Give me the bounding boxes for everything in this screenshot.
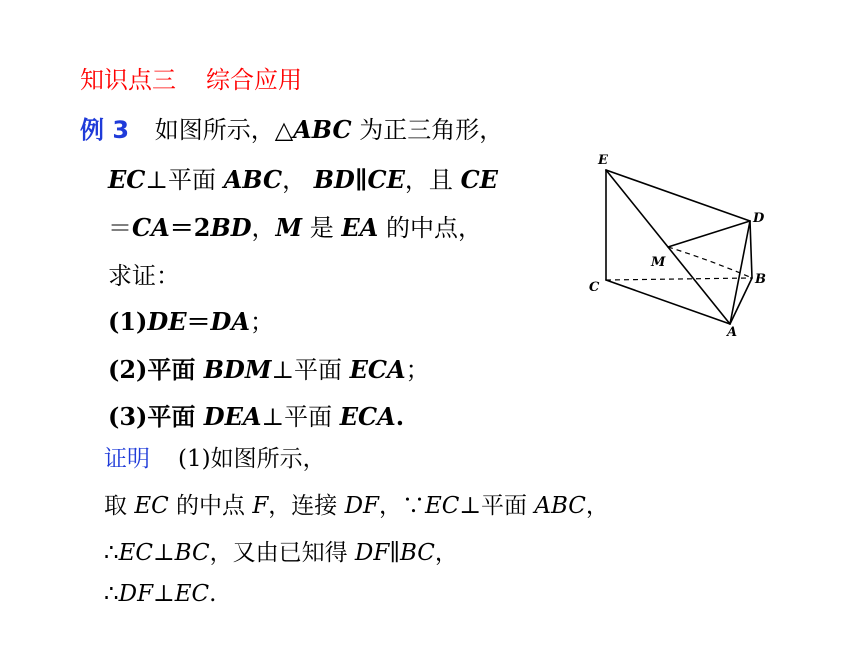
example-math: CA xyxy=(132,213,170,242)
proof-text: ⊥平面 xyxy=(459,493,535,519)
proof-math: DF xyxy=(344,493,380,519)
example-math: BD xyxy=(210,213,252,242)
geometry-figure xyxy=(582,148,782,348)
example-math: ABC xyxy=(293,115,352,144)
proof-math: EC xyxy=(118,540,154,566)
proof-math: EC xyxy=(174,581,210,607)
example-math: EC xyxy=(108,165,146,194)
example-line-1 xyxy=(80,110,503,145)
proof-line-3 xyxy=(104,581,216,607)
section-title xyxy=(80,60,302,95)
proof-line-0 xyxy=(104,440,326,473)
proof-math: BC xyxy=(174,540,210,566)
proof-math: EC xyxy=(425,493,460,519)
label-A: A xyxy=(727,325,738,340)
example-math: CE xyxy=(367,165,405,194)
proof-text: (1)如图所示， xyxy=(178,446,326,472)
edge-ED xyxy=(606,170,750,221)
example-text: 为正三角形， xyxy=(351,116,504,144)
example-math: DEA xyxy=(203,402,262,431)
edge-CB-hidden xyxy=(606,278,752,280)
example-math: CE xyxy=(460,165,498,194)
example-text: ＝2 xyxy=(169,213,211,242)
proof-line-2 xyxy=(104,534,458,567)
label-C: C xyxy=(589,280,600,295)
proof-text: ，连接 xyxy=(268,493,345,519)
question-number: (1) xyxy=(108,307,148,336)
example-math: ECA xyxy=(339,402,396,431)
proof-text: ，又由已知得 xyxy=(209,540,355,566)
example-text: ∥ xyxy=(354,165,368,194)
example-text: 求证： xyxy=(108,262,180,290)
label-E: E xyxy=(598,153,608,168)
edge-DB xyxy=(750,221,752,278)
example-text: . xyxy=(395,402,405,431)
example-math: ABC xyxy=(223,165,283,194)
example-text: ⊥平面 xyxy=(271,356,350,384)
label-D: D xyxy=(753,211,765,226)
proof-math: DF xyxy=(354,540,390,566)
example-line-3 xyxy=(108,208,482,243)
example-math: EA xyxy=(341,213,379,242)
example-text: ， xyxy=(251,214,276,242)
example-text: 是 xyxy=(302,214,342,242)
example-text: ＝ xyxy=(186,307,211,336)
edge-BA xyxy=(730,278,752,324)
section-topic: 综合应用 xyxy=(206,66,302,94)
proof-text: 的中点 xyxy=(168,493,253,519)
proof-text: ∥ xyxy=(389,540,400,566)
proof-math: DF xyxy=(118,581,154,607)
question-1 xyxy=(108,302,274,337)
proof-text: ， xyxy=(434,540,458,566)
proof-math: EC xyxy=(134,493,169,519)
example-text: ； xyxy=(249,308,274,336)
edge-MD xyxy=(668,221,750,247)
proof-math: F xyxy=(252,493,269,519)
label-B: B xyxy=(755,272,766,287)
example-text: ＝ xyxy=(108,214,132,242)
example-text: ⊥平面 xyxy=(145,166,224,194)
proof-text: ⊥ xyxy=(153,581,175,607)
proof-text: ， xyxy=(585,493,609,519)
proof-text: ⊥ xyxy=(153,540,175,566)
example-text: ， xyxy=(282,166,314,194)
example-text: ； xyxy=(405,356,430,384)
proof-text: ∴ xyxy=(104,581,119,607)
question-number: (2)平面 xyxy=(108,355,204,384)
example-text: 的中点， xyxy=(378,214,482,242)
example-math: DA xyxy=(210,307,250,336)
proof-text: 取 xyxy=(104,493,135,519)
example-text: ，且 xyxy=(404,166,461,194)
example-line-4 xyxy=(108,256,180,291)
proof-math: ABC xyxy=(534,493,586,519)
example-label: 例 3 xyxy=(80,116,130,144)
question-3 xyxy=(108,397,404,432)
question-2 xyxy=(108,350,430,385)
example-text: ⊥平面 xyxy=(261,403,340,431)
proof-line-1 xyxy=(104,487,609,520)
example-math: BD xyxy=(313,165,355,194)
proof-text: ∴ xyxy=(104,540,119,566)
label-M: M xyxy=(651,255,666,270)
example-math: M xyxy=(275,213,303,242)
example-text: 如图所示，△ xyxy=(154,116,294,144)
example-math: DE xyxy=(147,307,187,336)
proof-text: ，∵ xyxy=(379,493,426,519)
proof-label: 证明 xyxy=(104,446,150,472)
example-line-2 xyxy=(108,160,498,195)
example-math: BDM xyxy=(203,355,272,384)
question-number: (3)平面 xyxy=(108,402,204,431)
section-prefix: 知识点三 xyxy=(80,66,176,94)
example-math: ECA xyxy=(349,355,406,384)
proof-text: . xyxy=(209,581,217,607)
proof-math: BC xyxy=(399,540,435,566)
